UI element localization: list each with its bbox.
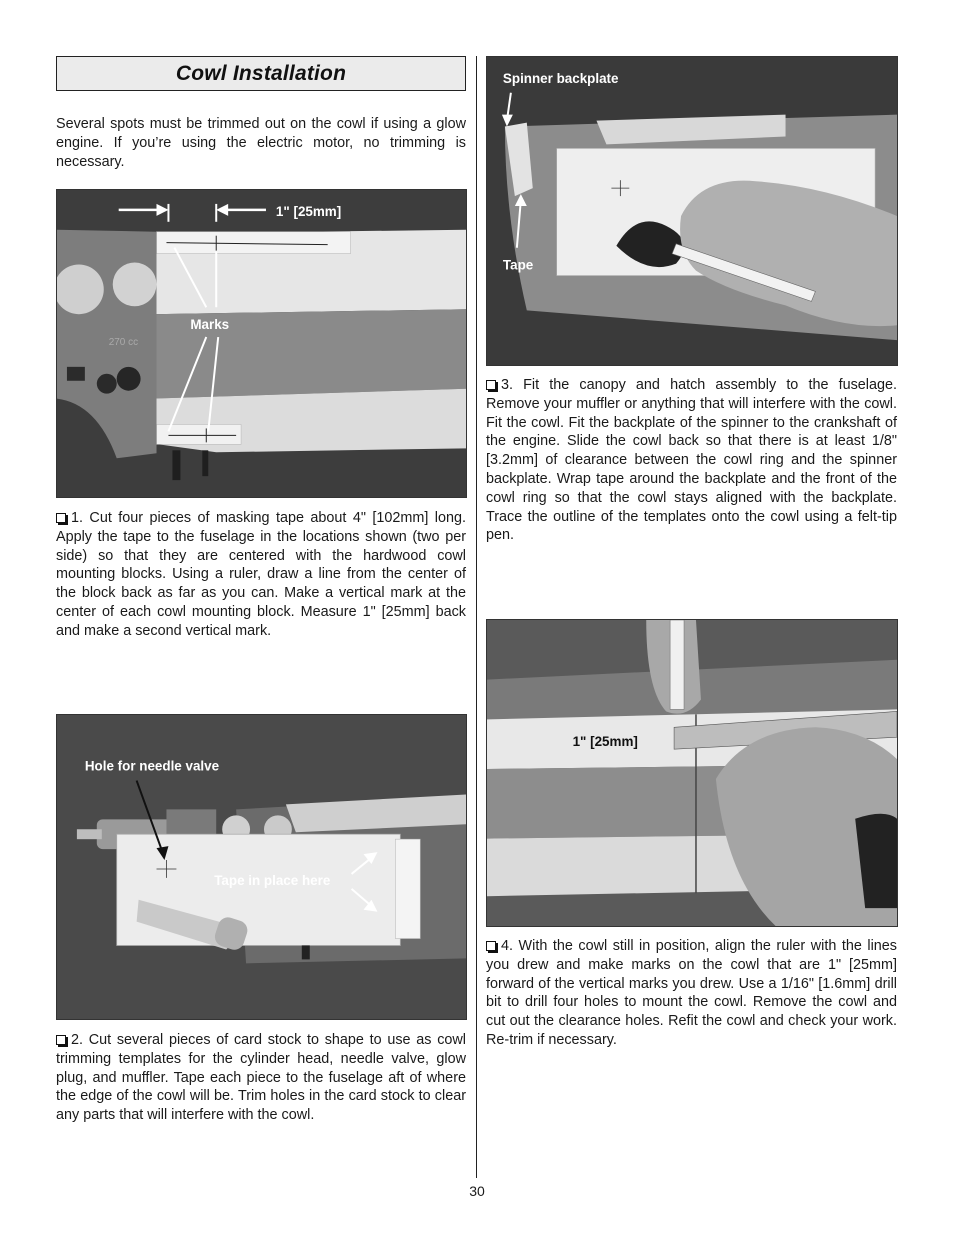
photo-card-templates-graphic bbox=[57, 715, 466, 1019]
photo-tape-marks bbox=[56, 189, 467, 498]
intro-paragraph: Several spots must be trimmed out on the cowl if using a glow engine. If you’re using the electric motor, no trimming is necessary. bbox=[56, 116, 466, 170]
step-4-paragraph bbox=[486, 937, 897, 1050]
page-number: 30 bbox=[469, 1183, 485, 1199]
step-4-text: 4. With the cowl still in position, align the ruler with the lines you drew and make marks on the cowl that are 1" [25mm] forward of the vertical marks you drew. Use a 1/16" [1.6mm] drill bit to drill four holes to mount the cowl. Remove the cowl and cut out the clearance holes. Refit the cowl and check your work. Re-trim if necessary. bbox=[486, 938, 897, 1048]
step-3-text: 3. Fit the canopy and hatch assembly to the fuselage. Remove your muffler or anything that will interfere with the cowl. Fit the cowl. Fit the backplate of the spinner to the crankshaft of the engine. Slide the cowl back so that there is at least 1/8" [3.2mm] of clearance between the cowl ring and the spinner backplate. Wrap tape around the backplate and the front of the cowl ring so that the cowl stays aligned with the backplate. Trace the outline of the templates onto the cowl using a felt-tip pen. bbox=[486, 377, 897, 544]
step-2-text: 2. Cut several pieces of card stock to shape to use as cowl trimming templates for the cylinder head, needle valve, glow plug, and muffler. Tape each piece to the fuselage aft of where the edge of the cowl will be. Trim holes in the card stock to clear any parts that will interfere with the cowl. bbox=[56, 1032, 466, 1124]
step-3-checkbox[interactable] bbox=[486, 380, 496, 390]
step-1-text: 1. Cut four pieces of masking tape about 4" [102mm] long. Apply the tape to the fuselage in the locations shown (two per side) so that they are centered with the hardwood cowl mounting blocks. Using a ruler, draw a line from the center of the block back as far as you can. Make a vertical mark at the center of each cowl mounting block. Measure 1" [25mm] back and make a second vertical mark. bbox=[56, 510, 466, 639]
section-title-box bbox=[56, 56, 466, 91]
photo-ruler-marks bbox=[486, 619, 898, 927]
photo-trace-templates-graphic bbox=[487, 57, 897, 365]
photo-card-templates bbox=[56, 714, 467, 1020]
measure-label: 1" [25mm] bbox=[275, 203, 342, 219]
tape-place-label: Tape in place here bbox=[214, 872, 331, 888]
spinner-backplate-label: Spinner backplate bbox=[502, 70, 619, 86]
step-2-checkbox[interactable] bbox=[56, 1035, 66, 1045]
photo-trace-templates bbox=[486, 56, 898, 366]
step-2-paragraph bbox=[56, 1031, 466, 1125]
step-1-paragraph bbox=[56, 509, 466, 641]
step-4-checkbox[interactable] bbox=[486, 941, 496, 951]
tape-label: Tape bbox=[502, 257, 534, 273]
step-3-paragraph bbox=[486, 376, 897, 545]
step-1-checkbox[interactable] bbox=[56, 513, 66, 523]
photo-ruler-marks-graphic bbox=[487, 620, 897, 926]
firewall-label: 270 cc bbox=[108, 336, 139, 348]
column-divider bbox=[476, 56, 477, 1178]
photo-tape-marks-graphic bbox=[57, 190, 466, 497]
needle-valve-label: Hole for needle valve bbox=[84, 758, 220, 774]
section-title: Cowl Installation bbox=[175, 61, 347, 85]
measure-label-4: 1" [25mm] bbox=[572, 734, 638, 750]
marks-label: Marks bbox=[190, 317, 230, 333]
